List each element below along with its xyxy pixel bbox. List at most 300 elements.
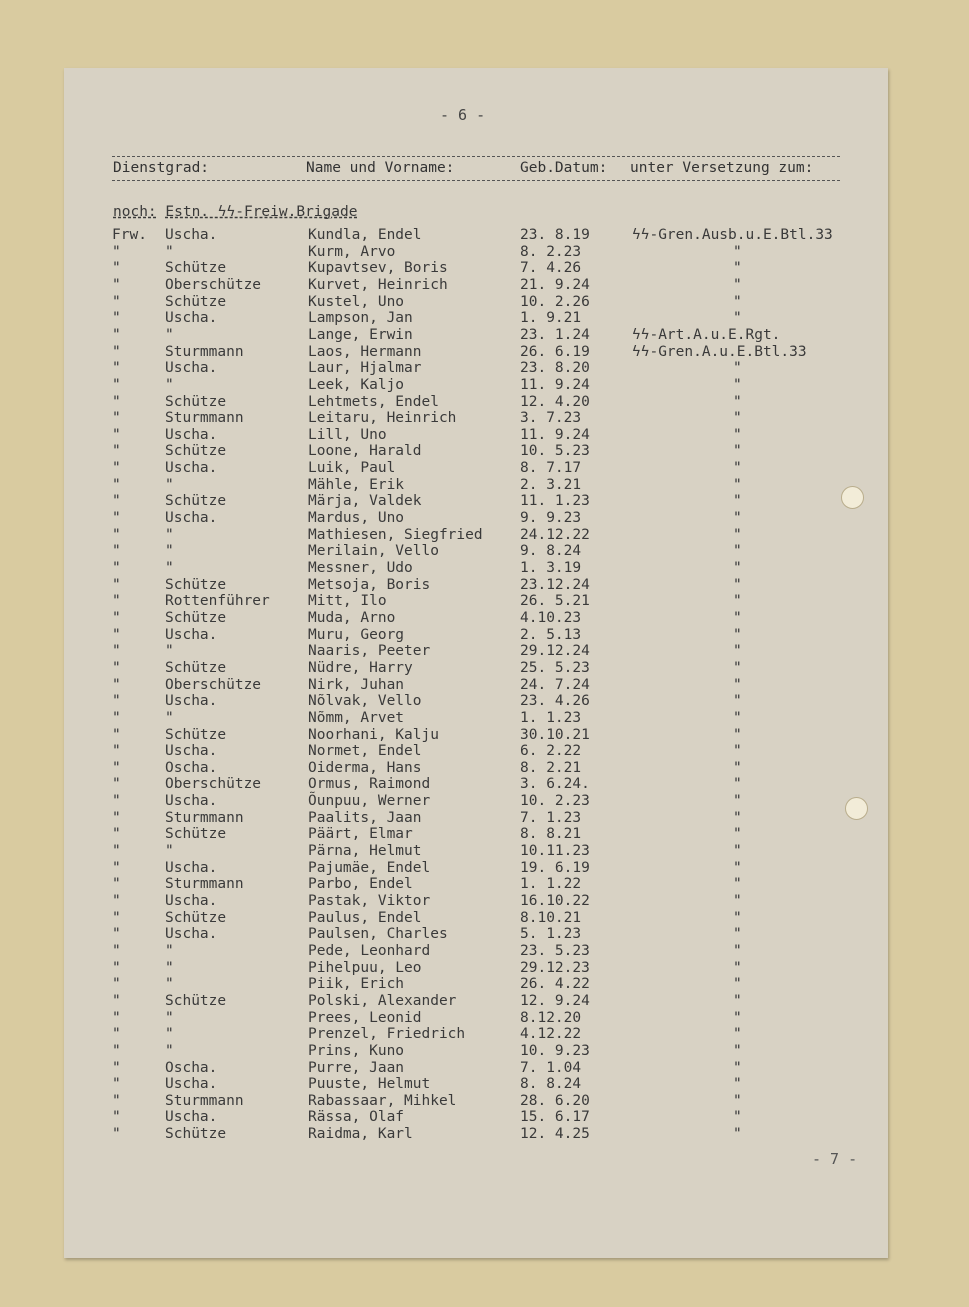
- prefix-cell: ": [112, 676, 121, 693]
- birth-date-cell: 23. 8.19: [520, 227, 590, 243]
- rank-cell: Uscha.: [165, 426, 218, 443]
- transfer-cell: ": [733, 543, 742, 560]
- name-cell: Nüdre, Harry: [308, 659, 413, 676]
- transfer-cell: ϟϟ-Gren.Ausb.u.E.Btl.33: [632, 227, 833, 243]
- list-item: [0, 793, 969, 810]
- rank-cell: Rottenführer: [165, 593, 270, 610]
- list-item: [0, 443, 969, 460]
- list-item: [0, 577, 969, 594]
- transfer-cell: ": [733, 776, 742, 793]
- name-cell: Laos, Hermann: [308, 343, 422, 360]
- rank-cell: Uscha.: [165, 1109, 218, 1126]
- birth-date-cell: 29.12.24: [520, 643, 590, 660]
- list-item: [0, 460, 969, 477]
- transfer-cell: ": [733, 676, 742, 693]
- rank-cell: Uscha.: [165, 893, 218, 909]
- rank-cell: Sturmmann: [165, 1092, 244, 1109]
- prefix-cell: ": [112, 1076, 121, 1093]
- name-cell: Loone, Harald: [308, 443, 422, 460]
- birth-date-cell: 11. 9.24: [520, 376, 590, 393]
- transfer-cell: ": [733, 843, 742, 860]
- prefix-cell: ": [112, 326, 121, 343]
- list-item: [0, 693, 969, 710]
- prefix-cell: ": [112, 243, 121, 260]
- name-cell: Mähle, Erik: [308, 476, 405, 493]
- prefix-cell: ": [112, 543, 121, 560]
- name-cell: Pastak, Viktor: [308, 893, 431, 909]
- name-cell: Naaris, Peeter: [308, 643, 431, 660]
- transfer-cell: ": [733, 1076, 742, 1093]
- prefix-cell: ": [112, 293, 121, 310]
- transfer-cell: ": [733, 443, 742, 460]
- transfer-cell: ": [733, 393, 742, 410]
- rank-cell: Oberschütze: [165, 776, 262, 793]
- transfer-cell: ": [733, 1126, 742, 1143]
- prefix-cell: ": [112, 626, 121, 643]
- prefix-cell: ": [112, 876, 121, 893]
- list-item: [0, 710, 969, 727]
- transfer-cell: ": [733, 893, 742, 909]
- birth-date-cell: 24. 7.24: [520, 676, 590, 693]
- list-item: [0, 427, 969, 444]
- transfer-cell: ": [733, 1059, 742, 1076]
- list-item: [0, 1060, 969, 1077]
- header-name: Name und Vorname:: [306, 160, 455, 176]
- prefix-cell: ": [112, 1092, 121, 1109]
- birth-date-cell: 28. 6.20: [520, 1092, 590, 1109]
- birth-date-cell: 26. 4.22: [520, 976, 590, 993]
- prefix-cell: ": [112, 976, 121, 993]
- birth-date-cell: 26. 5.21: [520, 593, 590, 610]
- prefix-cell: ": [112, 1126, 121, 1143]
- prefix-cell: ": [112, 1059, 121, 1076]
- list-item: [0, 394, 969, 411]
- prefix-cell: ": [112, 843, 121, 860]
- rank-cell: Uscha.: [165, 793, 218, 810]
- list-item: [0, 943, 969, 960]
- name-cell: Kustel, Uno: [308, 293, 405, 310]
- transfer-cell: ": [733, 426, 742, 443]
- transfer-cell: ": [733, 476, 742, 493]
- birth-date-cell: 8. 8.21: [520, 826, 582, 843]
- transfer-cell: ": [733, 726, 742, 743]
- name-cell: Paulsen, Charles: [308, 926, 448, 943]
- name-cell: Leek, Kaljo: [308, 376, 405, 393]
- name-cell: Pajumäe, Endel: [308, 859, 431, 876]
- rank-cell: Schütze: [165, 826, 227, 843]
- transfer-cell: ": [733, 493, 742, 510]
- transfer-cell: ": [733, 926, 742, 943]
- name-cell: Mardus, Uno: [308, 510, 405, 527]
- birth-date-cell: 8. 2.21: [520, 759, 582, 776]
- prefix-cell: ": [112, 426, 121, 443]
- birth-date-cell: 23. 8.20: [520, 360, 590, 377]
- rank-cell: Oberschütze: [165, 276, 262, 293]
- prefix-cell: ": [112, 510, 121, 527]
- prefix-cell: ": [112, 643, 121, 660]
- rank-cell: Uscha.: [165, 227, 218, 243]
- list-item: [0, 1126, 969, 1143]
- list-item: [0, 294, 969, 311]
- birth-date-cell: 23.12.24: [520, 576, 590, 593]
- rank-cell: Schütze: [165, 493, 227, 510]
- header-birth-date: Geb.Datum:: [520, 160, 608, 176]
- name-cell: Muru, Georg: [308, 626, 405, 643]
- transfer-cell: ": [733, 1092, 742, 1109]
- transfer-cell: ": [733, 1042, 742, 1059]
- birth-date-cell: 7. 4.26: [520, 260, 582, 277]
- prefix-cell: ": [112, 476, 121, 493]
- name-cell: Lampson, Jan: [308, 310, 413, 327]
- transfer-cell: ": [733, 360, 742, 377]
- name-cell: Nõlvak, Vello: [308, 693, 422, 710]
- rank-cell: ": [165, 959, 174, 976]
- birth-date-cell: 23. 4.26: [520, 693, 590, 710]
- prefix-cell: ": [112, 1042, 121, 1059]
- prefix-cell: ": [112, 410, 121, 427]
- birth-date-cell: 1. 9.21: [520, 310, 582, 327]
- list-item: [0, 677, 969, 694]
- rank-cell: Schütze: [165, 293, 227, 310]
- prefix-cell: ": [112, 376, 121, 393]
- birth-date-cell: 1. 1.23: [520, 709, 582, 726]
- name-cell: Paalits, Jaan: [308, 809, 422, 826]
- list-item: [0, 477, 969, 494]
- punch-hole: [841, 486, 864, 509]
- birth-date-cell: 7. 1.23: [520, 809, 582, 826]
- list-item: [0, 1109, 969, 1126]
- noch-label: noch:: [113, 204, 157, 220]
- name-cell: Kurm, Arvo: [308, 243, 396, 260]
- rank-cell: Schütze: [165, 260, 227, 277]
- transfer-cell: ϟϟ-Art.A.u.E.Rgt.: [632, 326, 781, 343]
- birth-date-cell: 8. 7.17: [520, 460, 582, 477]
- birth-date-cell: 8. 2.23: [520, 243, 582, 260]
- transfer-cell: ": [733, 709, 742, 726]
- transfer-cell: ": [733, 693, 742, 710]
- name-cell: Raidma, Karl: [308, 1126, 413, 1143]
- list-item: [0, 260, 969, 277]
- name-cell: Kupavtsev, Boris: [308, 260, 448, 277]
- transfer-cell: ": [733, 376, 742, 393]
- list-item: [0, 960, 969, 977]
- punch-hole: [845, 797, 868, 820]
- transfer-cell: ": [733, 876, 742, 893]
- transfer-cell: ": [733, 793, 742, 810]
- birth-date-cell: 3. 7.23: [520, 410, 582, 427]
- next-page-marker: - 7 -: [812, 1150, 858, 1168]
- birth-date-cell: 5. 1.23: [520, 926, 582, 943]
- list-item: [0, 560, 969, 577]
- birth-date-cell: 12. 9.24: [520, 992, 590, 1009]
- transfer-cell: ": [733, 626, 742, 643]
- name-cell: Mitt, Ilo: [308, 593, 387, 610]
- birth-date-cell: 21. 9.24: [520, 276, 590, 293]
- list-item: [0, 1043, 969, 1060]
- name-cell: Prees, Leonid: [308, 1009, 422, 1026]
- rank-cell: Schütze: [165, 659, 227, 676]
- rank-cell: Uscha.: [165, 626, 218, 643]
- name-cell: Lange, Erwin: [308, 326, 413, 343]
- transfer-cell: ": [733, 1009, 742, 1026]
- name-cell: Oiderma, Hans: [308, 759, 422, 776]
- prefix-cell: ": [112, 576, 121, 593]
- birth-date-cell: 4.10.23: [520, 609, 582, 626]
- rank-cell: Oscha.: [165, 759, 218, 776]
- list-item: [0, 776, 969, 793]
- birth-date-cell: 2. 5.13: [520, 626, 582, 643]
- birth-date-cell: 9. 9.23: [520, 510, 582, 527]
- list-item: [0, 893, 969, 910]
- list-item: [0, 926, 969, 943]
- birth-date-cell: 7. 1.04: [520, 1059, 582, 1076]
- prefix-cell: ": [112, 909, 121, 926]
- prefix-cell: ": [112, 609, 121, 626]
- list-item: [0, 244, 969, 261]
- name-cell: Õunpuu, Werner: [308, 793, 431, 810]
- transfer-cell: ": [733, 826, 742, 843]
- birth-date-cell: 11. 1.23: [520, 493, 590, 510]
- rank-cell: ": [165, 543, 174, 560]
- list-item: [0, 993, 969, 1010]
- prefix-cell: ": [112, 310, 121, 327]
- rank-cell: ": [165, 526, 174, 543]
- prefix-cell: ": [112, 759, 121, 776]
- rank-cell: Uscha.: [165, 460, 218, 477]
- prefix-cell: ": [112, 343, 121, 360]
- transfer-cell: ": [733, 759, 742, 776]
- birth-date-cell: 15. 6.17: [520, 1109, 590, 1126]
- birth-date-cell: 25. 5.23: [520, 659, 590, 676]
- name-cell: Noorhani, Kalju: [308, 726, 439, 743]
- list-item: [0, 843, 969, 860]
- source-unit: Estn. ϟϟ-Freiw.Brigade: [165, 204, 358, 220]
- birth-date-cell: 19. 6.19: [520, 859, 590, 876]
- name-cell: Parbo, Endel: [308, 876, 413, 893]
- prefix-cell: ": [112, 709, 121, 726]
- list-item: [0, 593, 969, 610]
- transfer-cell: ": [733, 609, 742, 626]
- name-cell: Luik, Paul: [308, 460, 396, 477]
- list-item: [0, 344, 969, 361]
- transfer-cell: ": [733, 510, 742, 527]
- rank-cell: ": [165, 326, 174, 343]
- birth-date-cell: 24.12.22: [520, 526, 590, 543]
- prefix-cell: ": [112, 593, 121, 610]
- rank-cell: Sturmmann: [165, 343, 244, 360]
- birth-date-cell: 6. 2.22: [520, 743, 582, 760]
- rank-cell: ": [165, 1042, 174, 1059]
- list-item: [0, 910, 969, 927]
- rank-cell: ": [165, 942, 174, 959]
- name-cell: Mathiesen, Siegfried: [308, 526, 483, 543]
- header-rule-bottom: [112, 180, 840, 181]
- rank-cell: ": [165, 643, 174, 660]
- birth-date-cell: 11. 9.24: [520, 426, 590, 443]
- prefix-cell: ": [112, 460, 121, 477]
- name-cell: Rabassaar, Mihkel: [308, 1092, 457, 1109]
- name-cell: Puuste, Helmut: [308, 1076, 431, 1093]
- rank-cell: Schütze: [165, 576, 227, 593]
- name-cell: Laur, Hjalmar: [308, 360, 422, 377]
- rank-cell: Sturmmann: [165, 809, 244, 826]
- transfer-cell: ": [733, 526, 742, 543]
- transfer-cell: ": [733, 992, 742, 1009]
- rank-cell: ": [165, 476, 174, 493]
- birth-date-cell: 10. 2.26: [520, 293, 590, 310]
- list-item: [0, 377, 969, 394]
- name-cell: Ormus, Raimond: [308, 776, 431, 793]
- name-cell: Muda, Arno: [308, 609, 396, 626]
- transfer-cell: ": [733, 276, 742, 293]
- list-item: [0, 810, 969, 827]
- name-cell: Merilain, Vello: [308, 543, 439, 560]
- birth-date-cell: 10. 2.23: [520, 793, 590, 810]
- prefix-cell: ": [112, 926, 121, 943]
- prefix-cell: ": [112, 693, 121, 710]
- prefix-cell: ": [112, 793, 121, 810]
- prefix-cell: ": [112, 393, 121, 410]
- name-cell: Pärna, Helmut: [308, 843, 422, 860]
- birth-date-cell: 29.12.23: [520, 959, 590, 976]
- list-item: [0, 876, 969, 893]
- birth-date-cell: 23. 1.24: [520, 326, 590, 343]
- rank-cell: Schütze: [165, 726, 227, 743]
- name-cell: Lehtmets, Endel: [308, 393, 439, 410]
- transfer-cell: ": [733, 560, 742, 576]
- prefix-cell: ": [112, 276, 121, 293]
- prefix-cell: Frw.: [112, 227, 147, 243]
- rank-cell: Uscha.: [165, 693, 218, 710]
- name-cell: Märja, Valdek: [308, 493, 422, 510]
- list-item: [0, 860, 969, 877]
- list-item: [0, 327, 969, 344]
- name-cell: Nirk, Juhan: [308, 676, 405, 693]
- rank-cell: Schütze: [165, 1126, 227, 1143]
- rank-cell: ": [165, 709, 174, 726]
- header-rule-top: [112, 156, 840, 157]
- transfer-cell: ϟϟ-Gren.A.u.E.Btl.33: [632, 343, 807, 360]
- birth-date-cell: 1. 3.19: [520, 560, 582, 576]
- birth-date-cell: 26. 6.19: [520, 343, 590, 360]
- name-cell: Purre, Jaan: [308, 1059, 405, 1076]
- birth-date-cell: 10.11.23: [520, 843, 590, 860]
- transfer-cell: ": [733, 909, 742, 926]
- rank-cell: Uscha.: [165, 743, 218, 760]
- transfer-cell: ": [733, 959, 742, 976]
- transfer-cell: ": [733, 1109, 742, 1126]
- rank-cell: ": [165, 976, 174, 993]
- name-cell: Kurvet, Heinrich: [308, 276, 448, 293]
- transfer-cell: ": [733, 310, 742, 327]
- birth-date-cell: 2. 3.21: [520, 476, 582, 493]
- list-item: [0, 660, 969, 677]
- rank-cell: Schütze: [165, 393, 227, 410]
- rank-cell: ": [165, 376, 174, 393]
- name-cell: Prenzel, Friedrich: [308, 1026, 466, 1043]
- rank-cell: Oberschütze: [165, 676, 262, 693]
- rank-cell: Oscha.: [165, 1059, 218, 1076]
- birth-date-cell: 10. 9.23: [520, 1042, 590, 1059]
- prefix-cell: ": [112, 809, 121, 826]
- prefix-cell: ": [112, 1109, 121, 1126]
- name-cell: Piik, Erich: [308, 976, 405, 993]
- prefix-cell: ": [112, 959, 121, 976]
- birth-date-cell: 23. 5.23: [520, 942, 590, 959]
- transfer-cell: ": [733, 643, 742, 660]
- name-cell: Kundla, Endel: [308, 227, 422, 243]
- list-item: [0, 360, 969, 377]
- transfer-cell: ": [733, 576, 742, 593]
- name-cell: Lill, Uno: [308, 426, 387, 443]
- prefix-cell: ": [112, 776, 121, 793]
- transfer-cell: ": [733, 410, 742, 427]
- birth-date-cell: 9. 8.24: [520, 543, 582, 560]
- name-cell: Prins, Kuno: [308, 1042, 405, 1059]
- birth-date-cell: 8.12.20: [520, 1009, 582, 1026]
- transfer-cell: ": [733, 659, 742, 676]
- birth-date-cell: 16.10.22: [520, 893, 590, 909]
- transfer-cell: ": [733, 293, 742, 310]
- list-item: [0, 643, 969, 660]
- list-item: [0, 1076, 969, 1093]
- list-item: [0, 610, 969, 627]
- prefix-cell: ": [112, 859, 121, 876]
- rank-cell: Schütze: [165, 909, 227, 926]
- prefix-cell: ": [112, 526, 121, 543]
- list-item: [0, 627, 969, 644]
- list-item: [0, 1010, 969, 1027]
- rank-cell: ": [165, 1009, 174, 1026]
- transfer-cell: ": [733, 976, 742, 993]
- name-cell: Pihelpuu, Leo: [308, 959, 422, 976]
- prefix-cell: ": [112, 992, 121, 1009]
- rank-cell: ": [165, 243, 174, 260]
- rank-cell: Uscha.: [165, 859, 218, 876]
- birth-date-cell: 8. 8.24: [520, 1076, 582, 1093]
- list-item: [0, 310, 969, 327]
- header-rank: Dienstgrad:: [113, 160, 210, 176]
- rank-cell: Schütze: [165, 609, 227, 626]
- rank-cell: ": [165, 560, 174, 576]
- prefix-cell: ": [112, 560, 121, 576]
- list-item: [0, 527, 969, 544]
- prefix-cell: ": [112, 1009, 121, 1026]
- birth-date-cell: 12. 4.20: [520, 393, 590, 410]
- list-item: [0, 976, 969, 993]
- rank-cell: Schütze: [165, 992, 227, 1009]
- list-item: [0, 493, 969, 510]
- list-item: [0, 277, 969, 294]
- list-item: [0, 826, 969, 843]
- list-item: [0, 727, 969, 744]
- transfer-cell: ": [733, 1026, 742, 1043]
- transfer-cell: ": [733, 593, 742, 610]
- list-item: [0, 1026, 969, 1043]
- prefix-cell: ": [112, 360, 121, 377]
- name-cell: Nõmm, Arvet: [308, 709, 405, 726]
- list-item: [0, 410, 969, 427]
- name-cell: Pede, Leonhard: [308, 942, 431, 959]
- prefix-cell: ": [112, 659, 121, 676]
- transfer-cell: ": [733, 243, 742, 260]
- rank-cell: Uscha.: [165, 360, 218, 377]
- birth-date-cell: 12. 4.25: [520, 1126, 590, 1143]
- rank-cell: Sturmmann: [165, 876, 244, 893]
- header-transfer: unter Versetzung zum:: [630, 160, 814, 176]
- name-cell: Metsoja, Boris: [308, 576, 431, 593]
- rank-cell: Uscha.: [165, 1076, 218, 1093]
